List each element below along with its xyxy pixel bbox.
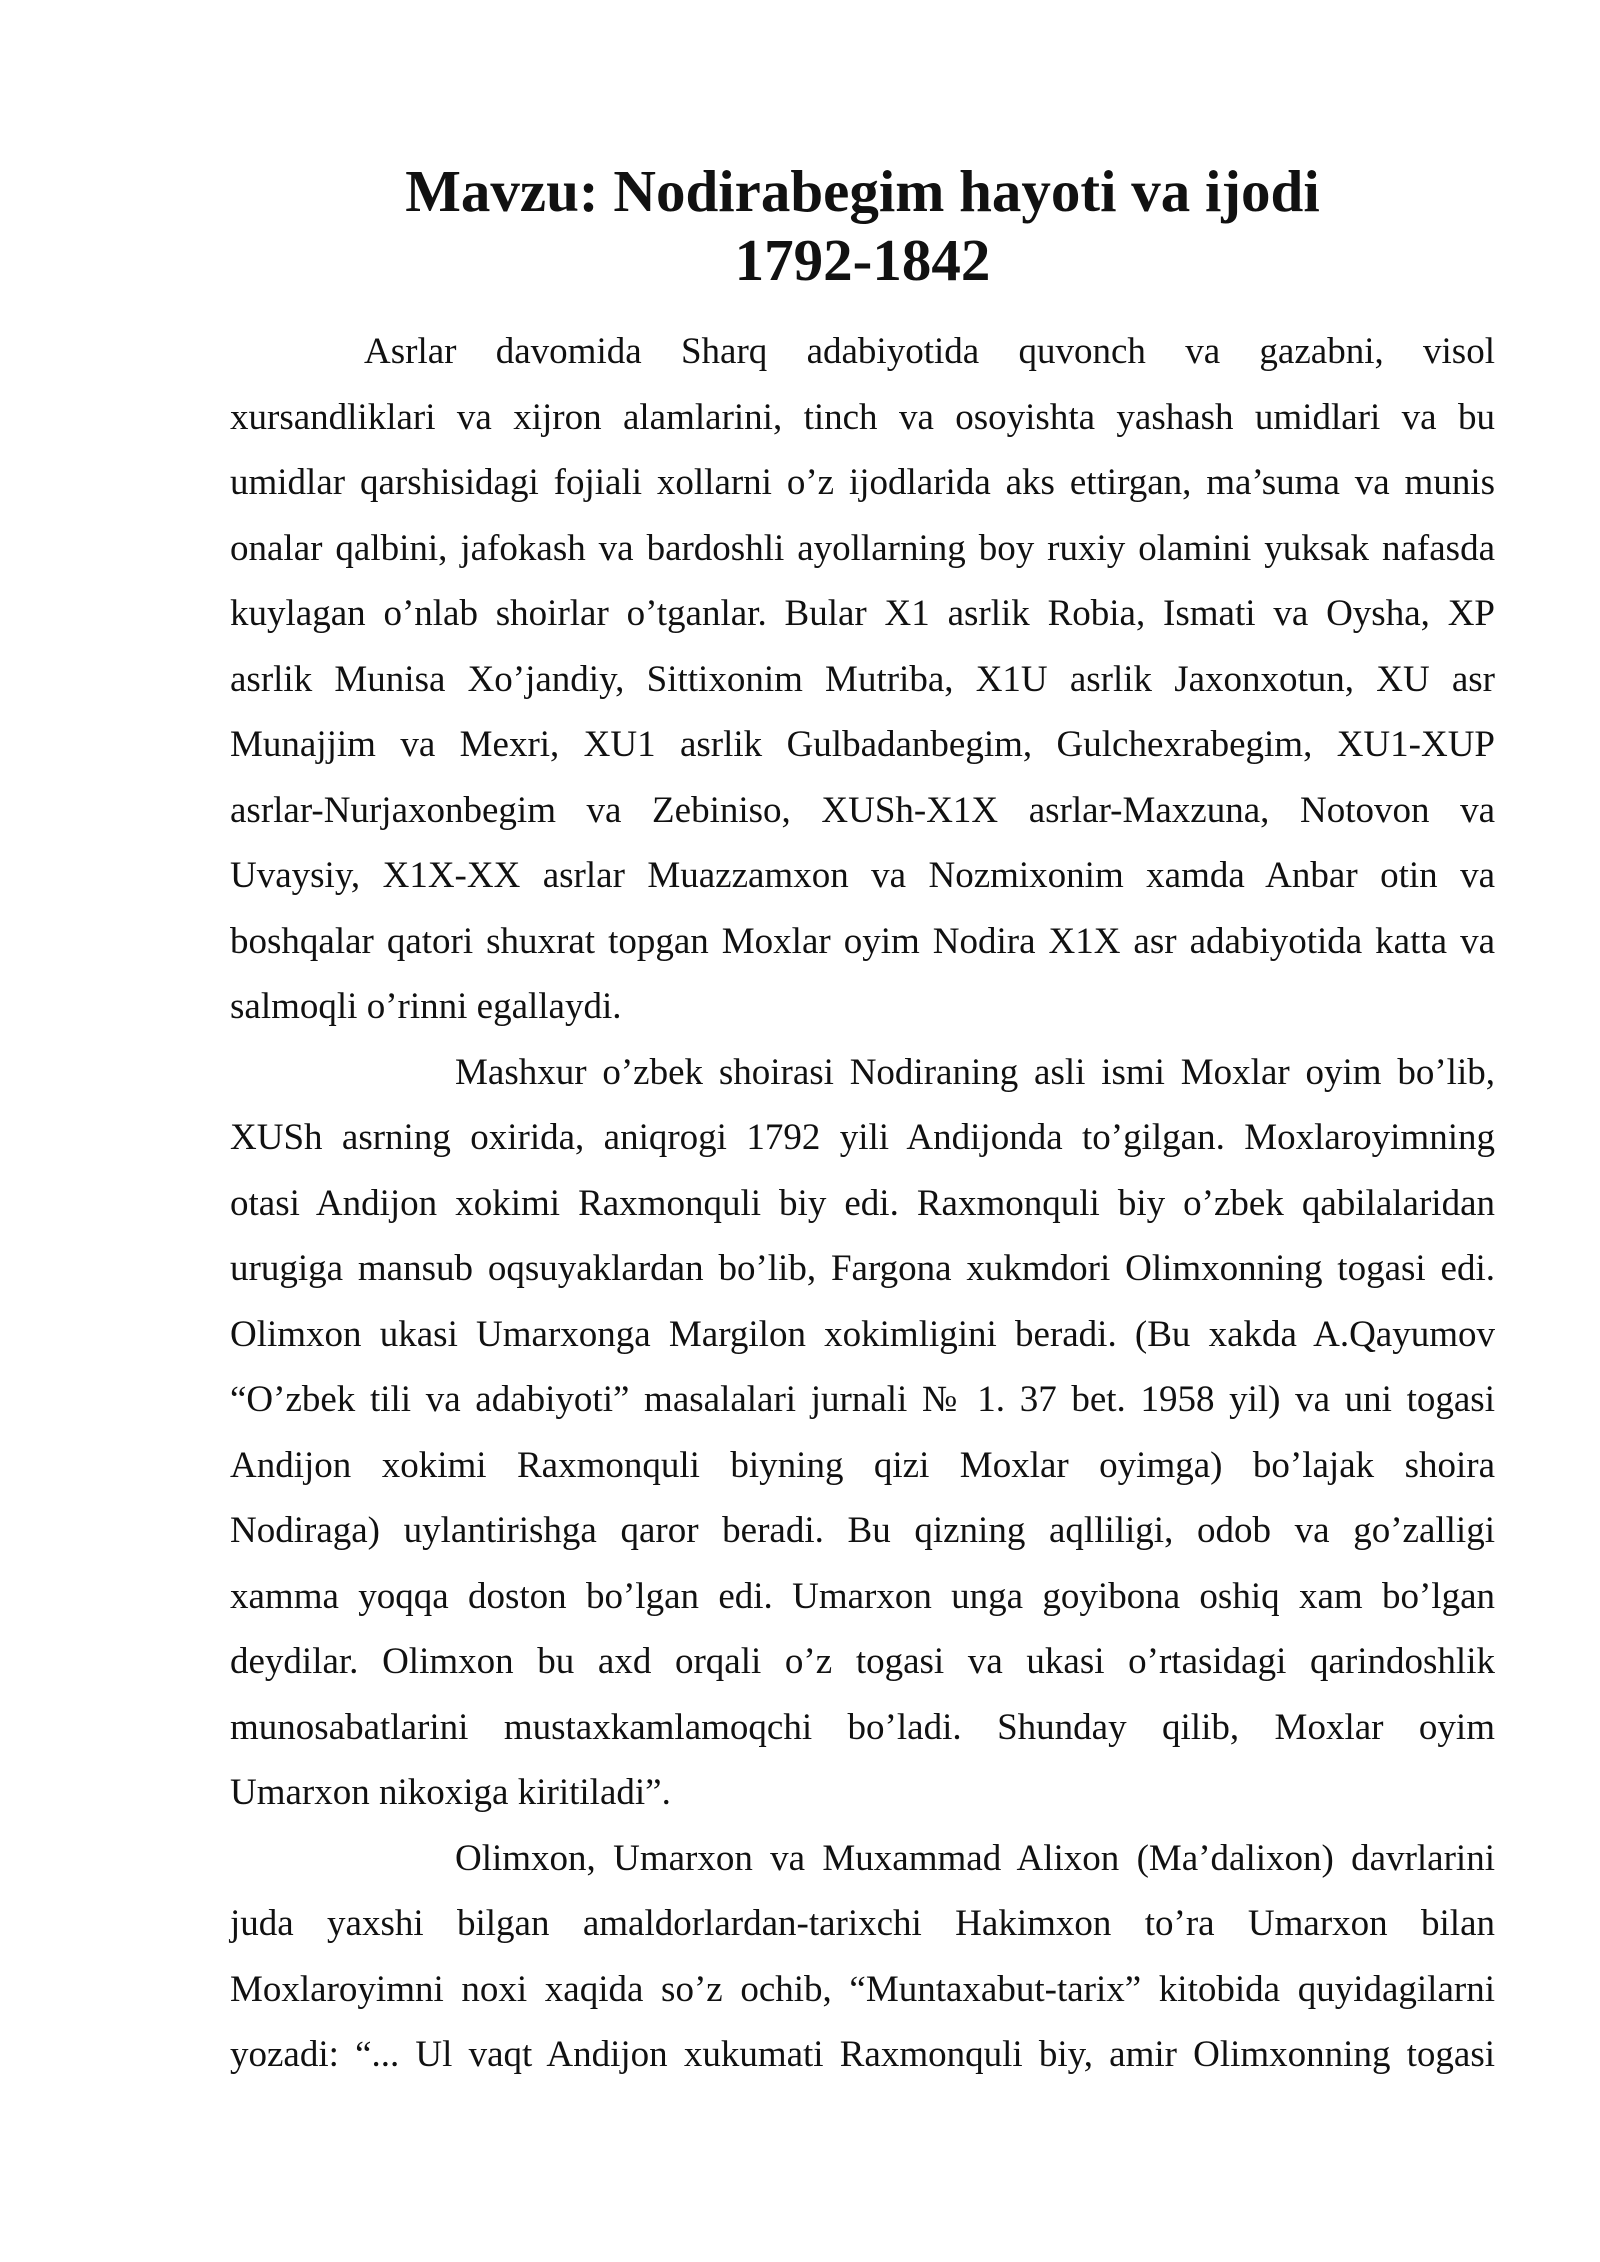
text-line: Mashxur o’zbek shoirasi Nodiraning asli ismi Moxlar oyim bo’lib, bbox=[455, 1051, 1495, 1093]
text-line: Olimxon ukasi Umarxonga Margilon xokimligini beradi. (Bu xakda A.Qayumov bbox=[230, 1313, 1495, 1355]
document-years: 1792-1842 bbox=[734, 227, 991, 293]
paragraph bbox=[230, 1826, 1495, 2088]
text-line: yozadi: “... Ul vaqt Andijon xukumati Raxmonquli biy, amir Olimxonning togasi bbox=[230, 2034, 1495, 2075]
text-line: Andijon xokimi Raxmonquli biyning qizi Moxlar oyimga) bo’lajak shoira bbox=[230, 1444, 1495, 1486]
text-line: XUSh asrning oxirida, aniqrogi 1792 yili Andijonda to’gilgan. Moxlaroyimning bbox=[230, 1117, 1495, 1158]
text-line: boshqalar qatori shuxrat topgan Moxlar oyim Nodira X1X asr adabiyotida katta va bbox=[230, 920, 1495, 962]
text-line: Munajjim va Mexri, XU1 asrlik Gulbadanbegim, Gulchexrabegim, XU1-XUP bbox=[230, 724, 1495, 765]
text-line: Moxlaroyimni noxi xaqida so’z ochib, “Muntaxabut-tarix” kitobida quyidagilarni bbox=[230, 1968, 1495, 2010]
document-page bbox=[230, 157, 1495, 2088]
text-line: Olimxon, Umarxon va Muxammad Alixon (Ma’dalixon) davrlarini bbox=[455, 1837, 1495, 1879]
text-line: umidlar qarshisidagi fojiali xollarni o’z ijodlarida aks ettirgan, ma’suma va munis bbox=[230, 462, 1495, 503]
text-line: asrlar-Nurjaxonbegim va Zebiniso, XUSh-X1X asrlar-Maxzuna, Notovon va bbox=[230, 789, 1495, 831]
text-line: onalar qalbini, jafokash va bardoshli ayollarning boy ruxiy olamini yuksak nafasda bbox=[230, 527, 1495, 569]
text-line: Umarxon nikoxiga kiritiladi”. bbox=[230, 1772, 671, 1813]
text-line: otasi Andijon xokimi Raxmonquli biy edi. Raxmonquli biy o’zbek qabilalaridan bbox=[230, 1182, 1495, 1224]
text-line: asrlik Munisa Xo’jandiy, Sittixonim Mutriba, X1U asrlik Jaxonxotun, XU asr bbox=[230, 658, 1495, 700]
text-line: Asrlar davomida Sharq adabiyotida quvonch va gazabni, visol bbox=[364, 331, 1495, 372]
text-line: kuylagan o’nlab shoirlar o’tganlar. Bular X1 asrlik Robia, Ismati va Oysha, XP bbox=[230, 593, 1495, 634]
document-body bbox=[230, 319, 1495, 2088]
document-title: Mavzu: Nodirabegim hayoti va ijodi bbox=[405, 158, 1320, 224]
text-line: xamma yoqqa doston bo’lgan edi. Umarxon unga goyibona oshiq xam bo’lgan bbox=[230, 1575, 1495, 1617]
text-line: salmoqli o’rinni egallaydi. bbox=[230, 986, 622, 1027]
text-line: munosabatlarini mustaxkamlamoqchi bo’ladi. Shunday qilib, Moxlar oyim bbox=[230, 1706, 1495, 1748]
text-line: juda yaxshi bilgan amaldorlardan-tarixchi Hakimxon to’ra Umarxon bilan bbox=[230, 1903, 1495, 1944]
text-line: Uvaysiy, X1X-XX asrlar Muazzamxon va Nozmixonim xamda Anbar otin va bbox=[230, 855, 1495, 896]
paragraph bbox=[230, 1040, 1495, 1826]
text-line: xursandliklari va xijron alamlarini, tinch va osoyishta yashash umidlari va bu bbox=[230, 396, 1495, 438]
text-line: urugiga mansub oqsuyaklardan bo’lib, Fargona xukmdori Olimxonning togasi edi. bbox=[230, 1248, 1495, 1289]
text-line: Nodiraga) uylantirishga qaror beradi. Bu qizning aqlliligi, odob va go’zalligi bbox=[230, 1510, 1495, 1551]
text-line: deydilar. Olimxon bu axd orqali o’z togasi va ukasi o’rtasidagi qarindoshlik bbox=[230, 1641, 1495, 1682]
document-header bbox=[230, 157, 1495, 295]
paragraph bbox=[230, 319, 1495, 1040]
text-line: “O’zbek tili va adabiyoti” masalalari jurnali № 1. 37 bet. 1958 yil) va uni togasi bbox=[230, 1379, 1495, 1420]
